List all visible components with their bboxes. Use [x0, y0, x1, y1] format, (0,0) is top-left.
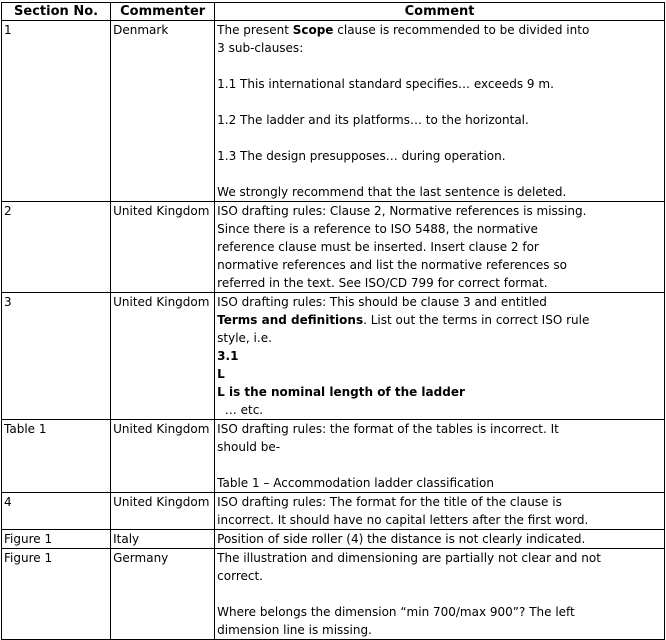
cell-section-no: Table 1	[2, 420, 111, 493]
comment-line	[217, 347, 662, 365]
header-comment: Comment	[215, 3, 665, 21]
cell-commenter: United Kingdom	[111, 420, 215, 493]
comment-line: 1.2 The ladder and its platforms… to the horizontal.	[217, 113, 529, 127]
comment-bold-text: L is the nominal length of the ladder	[217, 385, 465, 399]
comment-line: referred in the text. See ISO/CD 799 for correct format.	[217, 276, 548, 290]
comment-line: ISO drafting rules: This should be clause 3 and entitled	[217, 295, 547, 309]
cell-section-no: 2	[2, 202, 111, 293]
table-row	[2, 293, 665, 420]
comment-line: 1.3 The design presupposes… during operation.	[217, 149, 506, 163]
comment-line	[217, 365, 662, 383]
comment-text: clause is recommended to be divided into	[333, 23, 590, 37]
cell-commenter: Denmark	[111, 21, 215, 202]
cell-section-no: Figure 1	[2, 549, 111, 640]
cell-commenter: United Kingdom	[111, 493, 215, 530]
cell-commenter: Germany	[111, 549, 215, 640]
comment-line: Where belongs the dimension “min 700/max 900”? The left	[217, 605, 575, 619]
table-row	[2, 493, 665, 530]
cell-section-no: 1	[2, 21, 111, 202]
comment-line: Table 1 – Accommodation ladder classification	[217, 476, 494, 490]
comment-line: reference clause must be inserted. Insert clause 2 for	[217, 240, 539, 254]
blank-line	[217, 585, 662, 603]
table-row	[2, 549, 665, 640]
comment-text: . List out the terms in correct ISO rule	[363, 313, 590, 327]
comment-bold-text: Terms and definitions	[217, 313, 364, 327]
cell-section-no: 3	[2, 293, 111, 420]
comment-bold-text: L	[217, 367, 225, 381]
comment-line: Since there is a reference to ISO 5488, the normative	[217, 222, 538, 236]
cell-commenter: United Kingdom	[111, 293, 215, 420]
header-commenter: Commenter	[111, 3, 215, 21]
comment-line	[217, 311, 662, 329]
cell-section-no: 4	[2, 493, 111, 530]
cell-commenter: United Kingdom	[111, 202, 215, 293]
cell-comment	[215, 493, 665, 530]
table-row	[2, 530, 665, 549]
cell-comment	[215, 21, 665, 202]
comment-line: 1.1 This international standard specifies… exceeds 9 m.	[217, 77, 554, 91]
comment-line: should be-	[217, 440, 281, 454]
cell-comment	[215, 530, 665, 549]
blank-line	[217, 57, 662, 75]
comment-line: style, i.e.	[217, 331, 272, 345]
comment-line: The illustration and dimensioning are partially not clear and not	[217, 551, 601, 565]
cell-commenter: Italy	[111, 530, 215, 549]
comment-line	[217, 21, 662, 39]
comment-line: ISO drafting rules: the format of the tables is incorrect. It	[217, 422, 559, 436]
table-row	[2, 420, 665, 493]
table-header-row	[2, 3, 665, 21]
comment-line: normative references and list the normative references so	[217, 258, 567, 272]
comment-line: ISO drafting rules: Clause 2, Normative references is missing.	[217, 204, 587, 218]
comments-table	[1, 2, 665, 640]
comment-text: The present	[217, 23, 293, 37]
header-section-no: Section No.	[2, 3, 111, 21]
blank-line	[217, 129, 662, 147]
comment-line: correct.	[217, 569, 263, 583]
cell-comment	[215, 202, 665, 293]
comment-line: dimension line is missing.	[217, 623, 372, 637]
comment-line: ISO drafting rules: The format for the title of the clause is	[217, 495, 562, 509]
table-row	[2, 21, 665, 202]
cell-comment	[215, 420, 665, 493]
cell-comment	[215, 549, 665, 640]
comment-line: We strongly recommend that the last sentence is deleted.	[217, 185, 567, 199]
comment-line	[217, 383, 662, 401]
cell-comment	[215, 293, 665, 420]
comment-line: … etc.	[217, 403, 264, 417]
blank-line	[217, 93, 662, 111]
comment-line: incorrect. It should have no capital letters after the first word.	[217, 513, 589, 527]
comment-line: 3 sub-clauses:	[217, 41, 304, 55]
blank-line	[217, 165, 662, 183]
comment-bold-text: Scope	[292, 23, 334, 37]
comment-line: Position of side roller (4) the distance is not clearly indicated.	[217, 532, 586, 546]
table-body	[2, 21, 665, 640]
table-row	[2, 202, 665, 293]
cell-section-no: Figure 1	[2, 530, 111, 549]
comment-bold-text: 3.1	[217, 349, 239, 363]
blank-line	[217, 456, 662, 474]
